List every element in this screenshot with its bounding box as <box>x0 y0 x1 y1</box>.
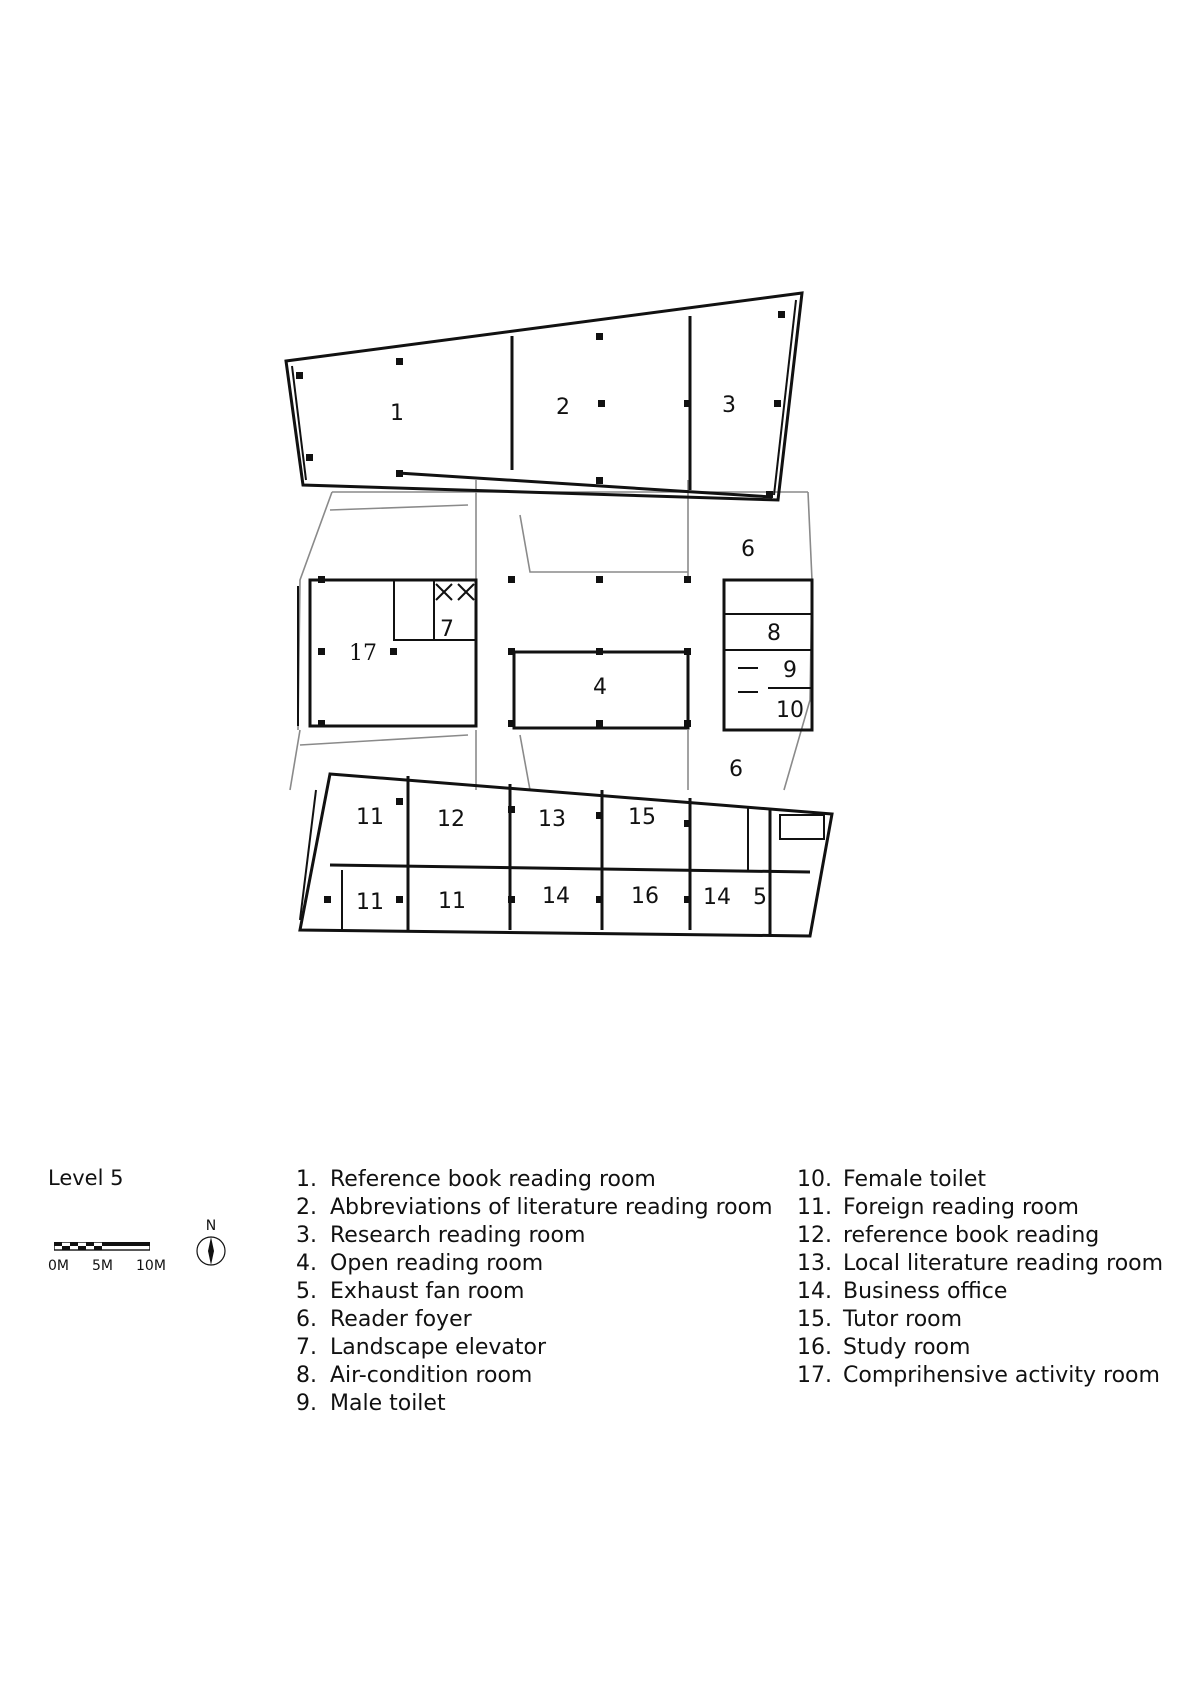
legend-item: 16. Study room <box>797 1335 971 1360</box>
room-label: 13 <box>538 807 566 832</box>
room-label: 11 <box>438 889 466 914</box>
scale-bar <box>54 1242 150 1252</box>
room-labels <box>349 393 804 915</box>
room-label: 4 <box>593 675 607 700</box>
scale-label: 10M <box>136 1258 166 1274</box>
legend-item: 15. Tutor room <box>797 1307 963 1332</box>
legend-item: 10. Female toilet <box>797 1167 987 1192</box>
room-label: 1 <box>390 401 404 426</box>
room-label: 6 <box>729 757 743 782</box>
legend-item: 8. Air-condition room <box>296 1363 533 1388</box>
room-label: 6 <box>741 537 755 562</box>
room-label: 15 <box>628 805 656 830</box>
legend-item: 7. Landscape elevator <box>296 1335 546 1360</box>
room-label: 11 <box>356 890 384 915</box>
legend-list-left <box>296 1166 773 1418</box>
room-label: 14 <box>542 884 570 909</box>
north-arrow-icon <box>194 1234 228 1268</box>
legend-item: 6. Reader foyer <box>296 1307 472 1332</box>
scale-label: 5M <box>92 1258 113 1274</box>
room-label: 10 <box>776 698 804 723</box>
legend-item: 13. Local literature reading room <box>797 1251 1164 1276</box>
room-label: 14 <box>703 885 731 910</box>
room-label: 12 <box>437 807 465 832</box>
legend-item: 9. Male toilet <box>296 1391 446 1416</box>
legend-item: 14. Business office <box>797 1279 1008 1304</box>
level-title: Level 5 <box>48 1166 124 1190</box>
room-label: 3 <box>722 393 736 418</box>
grey-outline <box>290 480 812 790</box>
room-label: 9 <box>783 658 797 683</box>
legend-item: 1. Reference book reading room <box>296 1167 656 1192</box>
room-label: 7 <box>440 617 454 642</box>
legend-item: 2. Abbreviations of literature reading room <box>296 1195 773 1220</box>
scale-label: 0M <box>48 1258 69 1274</box>
legend-item: 4. Open reading room <box>296 1251 544 1276</box>
north-letter: N <box>205 1218 217 1234</box>
room-label: 17 <box>349 641 377 666</box>
legend-item: 12. reference book reading <box>797 1223 1100 1248</box>
room-label: 8 <box>767 621 781 646</box>
legend-item: 3. Research reading room <box>296 1223 586 1248</box>
legend-list-right <box>797 1166 1163 1390</box>
room-label: 16 <box>631 884 659 909</box>
room-label: 5 <box>753 885 767 910</box>
room-label: 2 <box>556 395 570 420</box>
north-arrow <box>194 1218 228 1272</box>
room-label: 11 <box>356 805 384 830</box>
legend-item: 5. Exhaust fan room <box>296 1279 525 1304</box>
legend-item: 17. Comprihensive activity room <box>797 1363 1160 1388</box>
legend-item: 11. Foreign reading room <box>797 1195 1079 1220</box>
